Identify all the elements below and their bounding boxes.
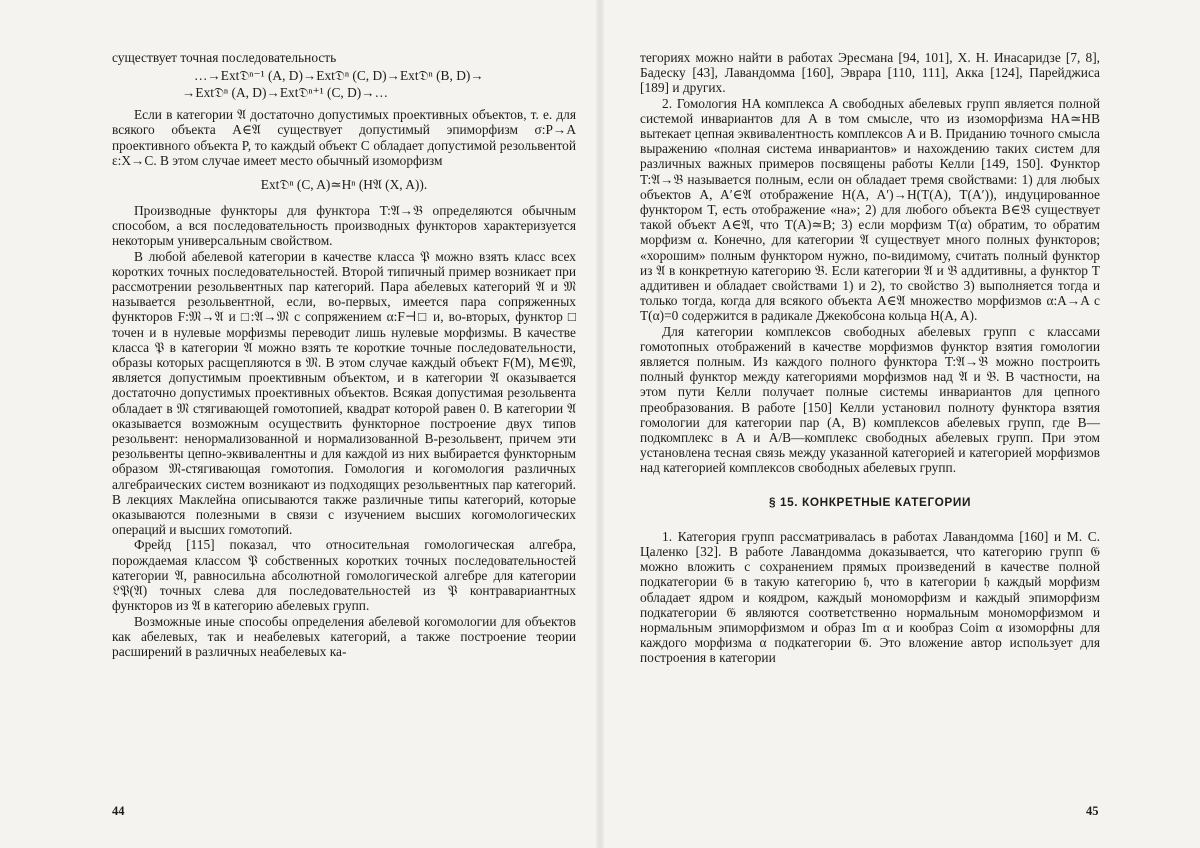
formula-exact-sequence-line-2: →Ext𝔇ⁿ (A, D)→Ext𝔇ⁿ⁺¹ (C, D)→…	[182, 85, 389, 101]
left-paragraph-4: Фрейд [115] показал, что относительная гомологическая алгебра, порождаемая классом 𝔓 собственных коротких точных последовательностей категории 𝔄, равносильна абсолютной гомологической алгебре для категории 𝔏𝔓(𝔄) точных слева для последовательностей из 𝔓 контравариантных функторов из 𝔄 в категорию абелевых групп.	[112, 537, 576, 614]
formula-exact-sequence-line-1: …→Ext𝔇ⁿ⁻¹ (A, D)→Ext𝔇ⁿ (C, D)→Ext𝔇ⁿ (B, D)→	[194, 68, 484, 84]
page-number-left: 44	[112, 804, 125, 818]
left-paragraph-3: В любой абелевой категории в качестве класса 𝔓 можно взять класс всех коротких точных последовательностей. Второй типичный пример возникает при рассмотрении резольвентных пар категорий. Пара абелевых категорий 𝔄 и 𝔐 называется резольвентной, если, во-первых, имеется пара сопряженных функторов F:𝔐→𝔄 и □:𝔄→𝔐 с сопряжением α:F⊣□ и, во-вторых, функтор □ точен и в нулевые морфизмы переводит лишь нулевые морфизмы. В качестве класса 𝔓 в категории 𝔄 можно взять те короткие точные последовательности, образы которых расщепляются в 𝔐. В этом случае каждый объект F(M), M∈𝔐, является допустимым проективным объектом, и в категории 𝔄 оказывается достаточно допустимых проективных объектов. Всякая допустимая резольвента обладает в 𝔐 стягивающей гомотопией, квадрат которой равен 0. В категории 𝔄 оказывается возможным осуществить функторное построение двух типов резольвент: ненормализованной и нормализованной B-резольвент, причем эти резольвенты цепно-эквивалентны и для каждой из них выбирается функторным образом 𝔐-стягивающая гомотопия. Гомология и когомология различных алгебраических систем возникают из подходящих резольвентных пар категорий. В лекциях Маклейна описываются также различные типы категорий, которые оказываются полезными в связи с изучением высших когомологических операций и высших гомотопий.	[112, 248, 576, 538]
right-page	[640, 50, 1100, 830]
book-gutter	[596, 0, 604, 848]
left-page	[112, 50, 576, 830]
page-number-right: 45	[1086, 804, 1099, 818]
left-intro: существует точная последовательность	[112, 50, 337, 65]
right-paragraph-4: 1. Категория групп рассматривалась в работах Лавандомма [160] и М. С. Цаленко [32]. В работе Лавандомма доказывается, что категорию групп 𝔊 можно вложить с сохранением прямых произведений в качестве полной подкатегории 𝔊 в такую категорию 𝔥, что в категории 𝔥 каждый морфизм обладает ядром и коядром, каждый мономорфизм и каждый эпиморфизм подкатегории 𝔊 являются соответственно нормальным мономорфизмом и нормальным эпиморфизмом и образ Im α и кообраз Coim α изоморфны для каждого морфизма α подкатегории 𝔊. Это вложение автор использует для построения в категории	[640, 528, 1100, 666]
left-paragraph-2: Производные функторы для функтора T:𝔄→𝔅 определяются обычным способом, а вся последовательность производных функторов характеризуется некоторым универсальным свойством.	[112, 203, 576, 249]
left-paragraph-5: Возможные иные способы определения абелевой когомологии для объектов как абелевых, так и неабелевых категорий, а также построение теории расширений в различных неабелевых ка-	[112, 613, 576, 659]
section-heading: § 15. КОНКРЕТНЫЕ КАТЕГОРИИ	[768, 494, 972, 509]
right-paragraph-3: Для категории комплексов свободных абелевых групп с классами гомотопных отображений в качестве морфизмов функтор взятия гомологии является полным. Из каждого полного функтора T:𝔄→𝔅 можно построить полный функтор между категориями морфизмов над 𝔄 и 𝔅. В частности, на этом пути Келли получает полные системы инвариантов для цепного преобразования. В работе [150] Келли установил полноту функтора взятия гомологии для категории пар (A, B) комплексов абелевых групп, где B—подкомплекс в A и A/B—комплекс свободных абелевых групп. При этом установлена тесная связь между указанной категорией и категорией морфизмов над категорией комплексов свободных абелевых групп.	[640, 323, 1100, 476]
right-paragraph-1: тегориях можно найти в работах Эресмана [94, 101], Х. Н. Инасаридзе [7, 8], Бадеску [43], Лавандомма [160], Эврара [110, 111], Акка [124], Парейджиса [189] и других.	[640, 50, 1100, 96]
formula-isomorphism: Ext𝔇ⁿ (C, A)≃Hⁿ (H𝔄 (X, A)).	[260, 177, 428, 193]
left-paragraph-1: Если в категории 𝔄 достаточно допустимых проективных объектов, т. е. для всякого объекта A∈𝔄 существует допустимый эпиморфизм σ:P→A проективного объекта P, то каждый объект C обладает допустимой резольвентой ε:X→C. В этом случае имеет место обычный изоморфизм	[112, 107, 576, 168]
right-paragraph-2: 2. Гомология HA комплекса A свободных абелевых групп является полной системой инвариантов для A в том смысле, что из изоморфизма HA≃HB вытекает цепная эквивалентность комплексов A и B. Приданию точного смысла выражению «полная система инвариантов» и нахождению таких систем для различных важных примеров посвящены работы Келли [149, 150]. Функтор T:𝔄→𝔅 называется полным, если он обладает тремя свойствами: 1) для любых объектов A, A′∈𝔄 отображение H(A, A′)→H(T(A), T(A′)), индуцированное функтором T, есть отображение «на»; 2) для любого объекта B∈𝔅 существует такой объект A∈𝔄, что T(A)≃B; 3) если морфизм T(α) обратим, то обратим морфизм α. Конечно, для категории 𝔄 существует много полных функторов; «хорошим» полным функтором нужно, по-видимому, считать полный функтор из 𝔄 в конкретную категорию 𝔅. Если категории 𝔄 и 𝔅 аддитивны, а функтор T аддитивен и обладает свойствами 1) и 2), то свойство 3) выполняется тогда и только тогда, когда для всякого объекта A∈𝔄 множество морфизмов α:A→A с T(α)=0 содержится в радикале Джекобсона кольца H(A, A).	[640, 95, 1100, 324]
